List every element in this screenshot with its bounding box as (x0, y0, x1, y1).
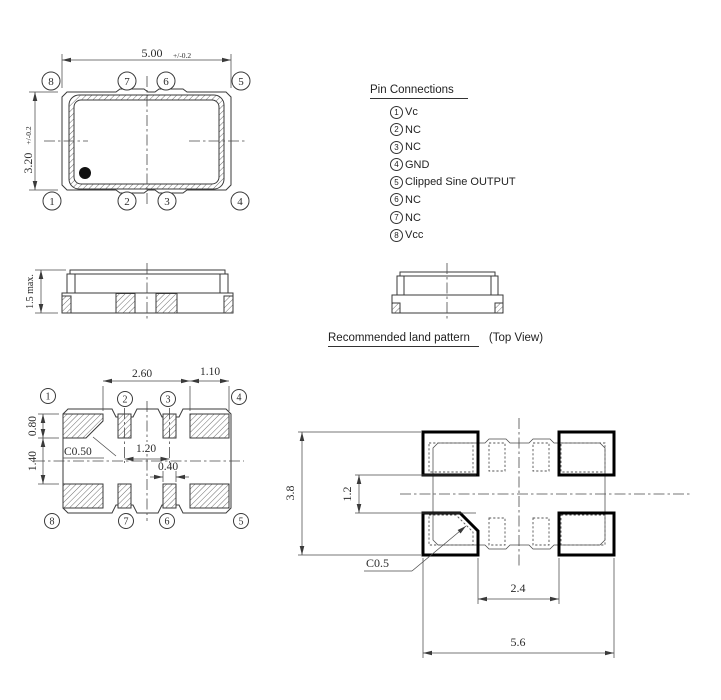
pin-signal: NC (405, 141, 421, 154)
pin-connection-row (390, 106, 516, 118)
pin-marker-1 (43, 192, 61, 210)
dim-width-tol: +/-0.2 (173, 51, 192, 60)
svg-text:1: 1 (45, 391, 51, 403)
svg-text:8: 8 (48, 75, 54, 88)
dim-chamfer-callout: C0.50 (64, 446, 92, 458)
pin-marker-1 (41, 389, 56, 404)
pin-connection-row (390, 159, 516, 171)
dim-width: 5.00 (141, 46, 163, 60)
side-pad (392, 303, 400, 313)
pin-marker-3 (158, 192, 176, 210)
package-pad-dotted (561, 443, 605, 472)
land-pattern-title: Recommended land pattern (328, 332, 479, 347)
pin-connection-row (390, 229, 516, 241)
pin-signal: GND (405, 158, 430, 171)
dim-thickness: 1.5 max. (25, 274, 36, 309)
land-pattern-subtitle: (Top View) (488, 332, 544, 344)
dim-pad-gap: 1.40 (27, 450, 39, 472)
land-pattern-heading (328, 332, 543, 344)
pin-signal: Clipped Sine OUTPUT (405, 176, 516, 189)
pad-4 (190, 414, 229, 438)
pad-5 (190, 484, 229, 508)
side-pad (224, 296, 233, 313)
pin-number-badge: 6 (390, 193, 403, 206)
pin-marker-2 (118, 392, 133, 407)
package-side-view (25, 263, 233, 321)
pin-signal: Vc (405, 106, 418, 118)
dim-small-pad-width: 0.40 (157, 461, 179, 473)
svg-text:5: 5 (238, 516, 244, 528)
package-pad-dotted (429, 443, 473, 472)
svg-text:2: 2 (122, 394, 128, 406)
svg-text:3: 3 (165, 394, 171, 406)
pin-marker-4 (232, 390, 247, 405)
pin1-index-dot (79, 167, 91, 179)
svg-text:2: 2 (124, 195, 130, 208)
side-pad (116, 294, 135, 314)
pin-marker-7 (119, 514, 134, 529)
dim-end-pad-width: 1.10 (199, 366, 221, 378)
pin-signal: NC (405, 193, 421, 206)
svg-text:5: 5 (238, 75, 244, 88)
side-pad (495, 303, 503, 313)
land-pad-chamfered (423, 513, 478, 555)
pin-marker-5 (234, 514, 249, 529)
side-pad (156, 294, 177, 314)
pin-connections-title: Pin Connections (370, 84, 468, 99)
lid-lip (70, 270, 225, 274)
pad-6 (163, 484, 176, 508)
pin-marker-6 (160, 514, 175, 529)
dim-center-pitch: 1.20 (135, 443, 157, 455)
base (62, 293, 233, 313)
pin-number-badge: 7 (390, 211, 403, 224)
package-bottom-view (27, 366, 249, 529)
pin-marker-6 (157, 72, 175, 90)
pin-signal: NC (405, 123, 421, 136)
land-pad (559, 432, 614, 475)
pin-connections-list (390, 106, 516, 241)
svg-text:3: 3 (164, 195, 170, 208)
pin-number-badge: 4 (390, 158, 403, 171)
side-pad (62, 296, 71, 313)
pin-number-badge: 1 (390, 106, 403, 119)
pin-marker-7 (118, 72, 136, 90)
lid-top (74, 100, 219, 184)
dim-pad-height: 0.80 (27, 415, 39, 437)
svg-text:4: 4 (237, 195, 243, 208)
pin-connection-row (390, 194, 516, 206)
svg-text:8: 8 (49, 516, 55, 528)
pad-7 (118, 484, 131, 508)
pin-number-badge: 8 (390, 229, 403, 242)
svg-text:4: 4 (236, 392, 242, 404)
recommended-land-pattern (283, 418, 690, 658)
pin-connection-row (390, 176, 516, 188)
dim-height: 3.20 +/-0.2 (21, 126, 35, 174)
package-pad-dotted (561, 515, 605, 545)
package-top-view (19, 46, 250, 210)
svg-text:7: 7 (124, 75, 130, 88)
pin-connection-row (390, 124, 516, 136)
pin-marker-3 (161, 392, 176, 407)
dim-pattern-inner-width: 2.4 (510, 581, 526, 595)
svg-text:6: 6 (163, 75, 169, 88)
pin-marker-8 (42, 72, 60, 90)
lid (397, 276, 498, 295)
package-pad-dotted (489, 518, 505, 545)
pin-marker-5 (232, 72, 250, 90)
package-end-view (392, 263, 503, 321)
pin-connections-table (370, 80, 516, 247)
pin-marker-4 (231, 192, 249, 210)
pin-signal: NC (405, 211, 421, 224)
svg-text:6: 6 (164, 516, 170, 528)
land-pad (559, 513, 614, 555)
pin-signal: Vcc (405, 229, 424, 242)
pin-number-badge: 2 (390, 123, 403, 136)
pin-number-badge: 5 (390, 176, 403, 189)
dim-pattern-gap: 1.2 (340, 486, 354, 502)
pad-8 (63, 484, 103, 508)
dim-pad-span: 2.60 (131, 368, 153, 380)
pin-marker-2 (118, 192, 136, 210)
pin-connection-row (390, 212, 516, 224)
lid-lip (400, 272, 495, 276)
package-pad-dotted (489, 443, 505, 471)
pin-number-badge: 3 (390, 141, 403, 154)
package-pad-dotted (533, 443, 549, 471)
base (392, 295, 503, 313)
land-pad (423, 432, 478, 475)
package-pad-dotted (533, 518, 549, 545)
svg-text:1: 1 (49, 195, 55, 208)
svg-text:7: 7 (123, 516, 129, 528)
pin-connection-row (390, 141, 516, 153)
dim-pattern-total-width: 5.6 (510, 635, 526, 649)
dim-pattern-chamfer: C0.5 (366, 556, 390, 570)
lid (67, 274, 228, 293)
dim-pattern-height: 3.8 (283, 485, 297, 501)
pin-marker-8 (45, 514, 60, 529)
